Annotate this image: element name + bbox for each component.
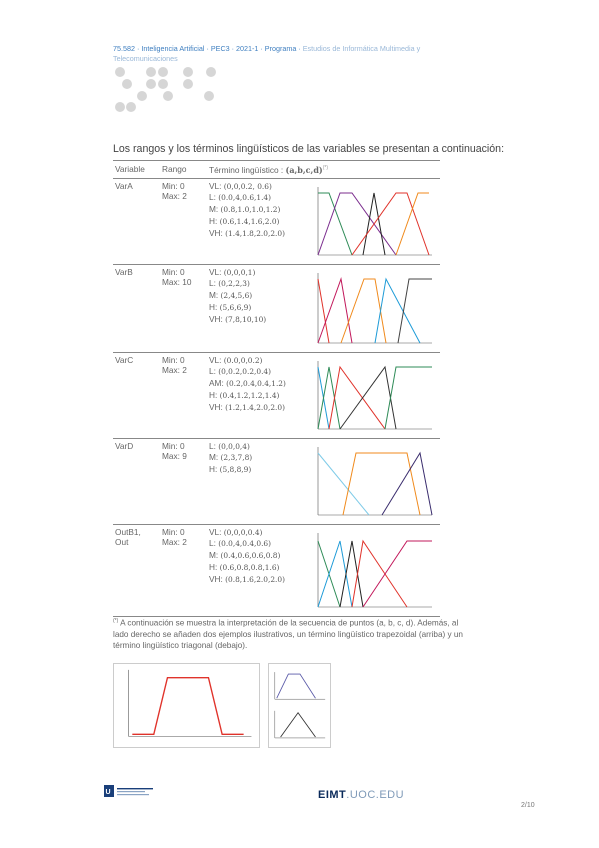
header-range: Rango bbox=[160, 161, 207, 179]
membership-chart-cell bbox=[312, 438, 440, 524]
term: H: (5,8,8,9) bbox=[209, 464, 252, 475]
page-number: 2/10 bbox=[521, 802, 535, 809]
range-min: Min: 0 bbox=[162, 266, 185, 277]
variable-range bbox=[160, 178, 207, 264]
header-terms bbox=[207, 161, 440, 179]
term: M: (0.8,1.0,1.0,1.2) bbox=[209, 204, 281, 215]
range-min: Min: 0 bbox=[162, 440, 185, 451]
table-row bbox=[113, 178, 440, 264]
membership-chart-varb bbox=[312, 267, 436, 351]
range-min: Min: 0 bbox=[162, 180, 185, 191]
header-variable: Variable bbox=[113, 161, 160, 179]
variable-name: VarB bbox=[113, 264, 160, 352]
term: VL: (0,0,0,0.4) bbox=[209, 526, 263, 537]
range-min: Min: 0 bbox=[162, 354, 185, 365]
eimt-logo bbox=[318, 789, 404, 801]
membership-chart-out bbox=[312, 527, 436, 615]
variable-name: VarA bbox=[113, 178, 160, 264]
table-header-row bbox=[113, 161, 440, 179]
variables-table bbox=[113, 160, 440, 617]
membership-chart-cell bbox=[312, 178, 440, 264]
variable-range bbox=[160, 438, 207, 524]
variable-name-line1: OutB1, bbox=[115, 526, 141, 537]
variable-name: VarD bbox=[113, 438, 160, 524]
header-terms-label: Término lingüístico : bbox=[209, 164, 286, 175]
term: L: (0,0.2,0.2,0.4) bbox=[209, 366, 272, 377]
terms-cell bbox=[207, 352, 312, 438]
table-row bbox=[113, 352, 440, 438]
header-course: 75.582 · Inteligencia Artificial · PEC3 · 2021-1 · Programa · bbox=[113, 44, 303, 53]
header-program-cont: Telecomunicaciones bbox=[113, 53, 178, 63]
terms-cell bbox=[207, 178, 312, 264]
uoc-dots-logo bbox=[113, 66, 223, 112]
variable-name bbox=[113, 524, 160, 616]
membership-chart-cell bbox=[312, 264, 440, 352]
term: L: (0,2,2,3) bbox=[209, 278, 250, 289]
footnote bbox=[113, 616, 473, 651]
term: H: (5,6,6,9) bbox=[209, 301, 252, 312]
table-row bbox=[113, 438, 440, 524]
variable-range bbox=[160, 352, 207, 438]
term: AM: (0.2,0.4,0.4,1.2) bbox=[209, 378, 286, 389]
terms-cell bbox=[207, 438, 312, 524]
term: M: (2,4,5,6) bbox=[209, 290, 253, 301]
trapezoid-example-figure bbox=[113, 663, 260, 748]
table-row bbox=[113, 264, 440, 352]
membership-chart-vara bbox=[312, 181, 436, 263]
membership-chart-cell bbox=[312, 524, 440, 616]
variable-name: VarC bbox=[113, 352, 160, 438]
table-row bbox=[113, 524, 440, 616]
term: VL: (0,0,0,1) bbox=[209, 266, 256, 277]
footnote-text: A continuación se muestra la interpretación de la secuencia de puntos (a, b, c, d). Además, al lado derecho se añaden dos ejemplos ilustrativos, un término lingüístico trapezoidal (arriba) y un término lingüístico triagonal (debajo). bbox=[113, 618, 463, 650]
membership-chart-varc bbox=[312, 355, 436, 437]
range-max: Max: 2 bbox=[162, 536, 187, 547]
small-examples-figure bbox=[268, 663, 331, 748]
uoc-logo bbox=[104, 784, 156, 798]
term: VH: (7,8,10,10) bbox=[209, 313, 267, 324]
range-max: Max: 10 bbox=[162, 276, 192, 287]
membership-chart-cell bbox=[312, 352, 440, 438]
header-terms-mark: (*) bbox=[322, 165, 328, 171]
eimt-logo-domain: .UOC.EDU bbox=[346, 789, 405, 801]
term: H: (0.4,1.2,1.2,1.4) bbox=[209, 389, 280, 400]
term: M: (2,3,7,8) bbox=[209, 452, 253, 463]
svg-text:U: U bbox=[105, 789, 111, 796]
document-header bbox=[113, 44, 473, 63]
range-min: Min: 0 bbox=[162, 526, 185, 537]
term: VL: (0,0,0.2, 0.6) bbox=[209, 180, 272, 191]
term: L: (0.0,4,0.6,1.4) bbox=[209, 192, 272, 203]
range-max: Max: 2 bbox=[162, 364, 187, 375]
term: VH: (1.2,1.4,2.0,2.0) bbox=[209, 401, 285, 412]
intro-paragraph: Los rangos y los términos lingüísticos de las variables se presentan a continuación: bbox=[113, 143, 505, 155]
terms-cell bbox=[207, 524, 312, 616]
header-program: Estudios de Informática Multimedia y bbox=[302, 44, 421, 53]
eimt-logo-text: EIMT bbox=[318, 789, 347, 801]
term: L: (0,0,0,4) bbox=[209, 440, 250, 451]
variable-range bbox=[160, 524, 207, 616]
term: M: (0.4,0.6,0.6,0.8) bbox=[209, 550, 281, 561]
footnote-mark: (*) bbox=[113, 618, 119, 624]
variable-range bbox=[160, 264, 207, 352]
membership-chart-vard bbox=[312, 441, 436, 523]
term: L: (0.0,4,0.4,0.6) bbox=[209, 538, 272, 549]
term: H: (0.6,0.8,0.8,1.6) bbox=[209, 561, 280, 572]
term: VL: (0.0,0,0.2) bbox=[209, 354, 263, 365]
header-terms-seq: (a,b,c,d) bbox=[285, 164, 323, 175]
term: VH: (0.8,1.6,2.0,2.0) bbox=[209, 573, 285, 584]
variable-name-line2: Out bbox=[115, 536, 129, 547]
terms-cell bbox=[207, 264, 312, 352]
range-max: Max: 2 bbox=[162, 190, 187, 201]
term: H: (0.6,1.4,1.6,2.0) bbox=[209, 215, 280, 226]
range-max: Max: 9 bbox=[162, 450, 187, 461]
term: VH: (1.4,1.8,2.0,2.0) bbox=[209, 227, 285, 238]
